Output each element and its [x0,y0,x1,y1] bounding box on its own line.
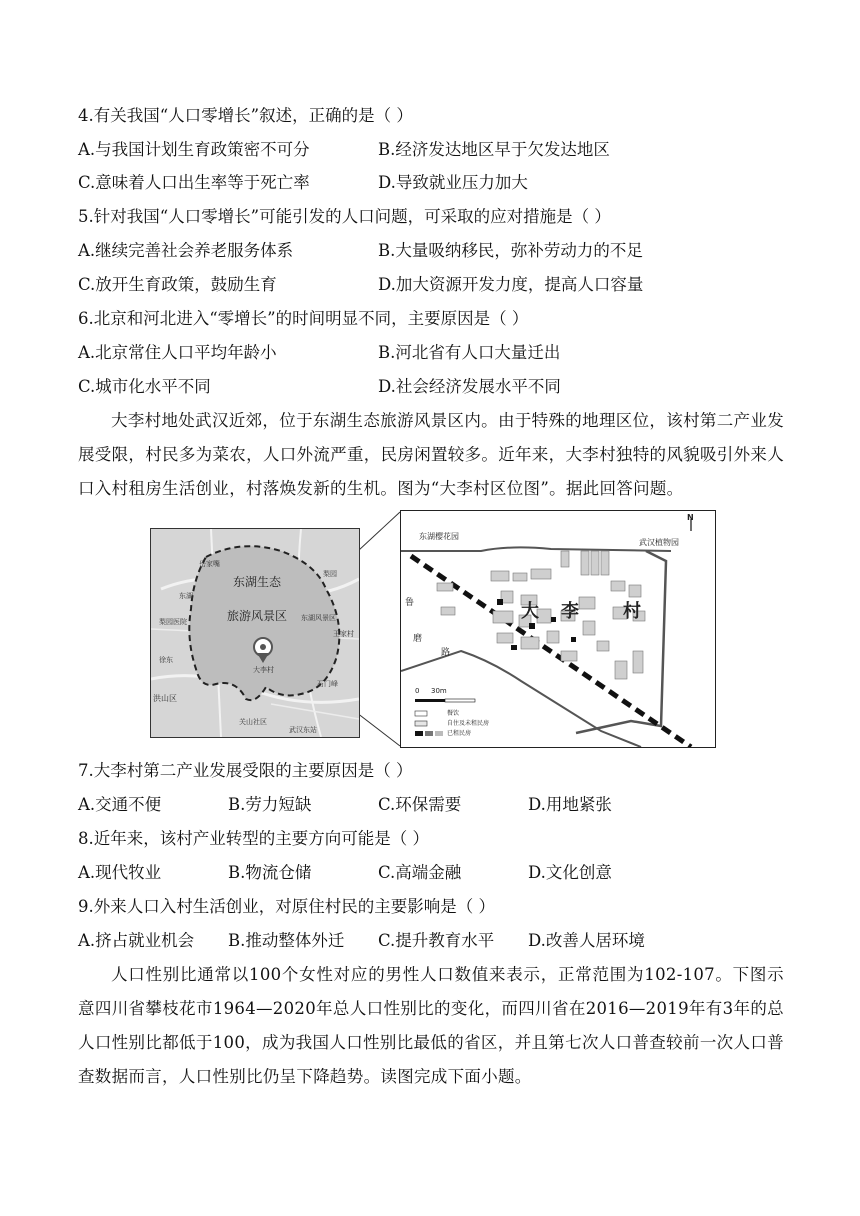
place-label: 石门峰 [317,680,338,688]
label-li: 李 [561,601,579,622]
pin-label: 大李村 [253,666,274,674]
q5-option-a: A.继续完善社会养老服务体系 [78,241,294,260]
question-7-stem: 7.大李村第二产业发展受限的主要原因是（ ） [78,761,413,780]
q4-option-c: C.意味着人口出生率等于死亡率 [78,173,310,192]
north-arrow-icon: N [687,513,694,522]
q8-option-b: B.物流仓储 [228,863,312,882]
place-label: 徐东 [159,656,173,664]
scale-30m: 30m [431,687,447,695]
legend-self-occupied: 自住及未租民房 [447,720,490,727]
place-label: 关山社区 [239,718,267,726]
q9-option-b: B.推动整体外迁 [228,931,345,950]
q9-option-c: C.提升教育水平 [378,931,495,950]
q9-option-a: A.挤占就业机会 [78,931,195,950]
place-label: 梨园 [323,570,337,578]
q8-option-c: C.高端金融 [378,863,462,882]
question-4-stem: 4.有关我国“人口零增长”叙述，正确的是（ ） [78,106,413,125]
overview-map-graphics [151,529,359,737]
dali-village-location-map [150,510,716,748]
legend-restaurant: 餐饮 [447,710,460,717]
road-label: 路 [441,648,451,658]
question-6-stem: 6.北京和河北进入“零增长”的时间明显不同，主要原因是（ ） [78,309,529,328]
legend-rented: 已租民房 [447,730,472,737]
label-cun: 村 [623,601,641,622]
label-da: 大 [521,601,539,622]
q8-option-a: A.现代牧业 [78,863,162,882]
q4-option-d: D.导致就业压力加大 [378,173,528,192]
q7-option-c: C.环保需要 [378,795,462,814]
q6-option-d: D.社会经济发展水平不同 [378,377,561,396]
detail-map [400,510,716,748]
q4-option-a: A.与我国计划生育政策密不可分 [78,140,310,159]
question-5-stem: 5.针对我国“人口零增长”可能引发的人口问题，可采取的应对措施是（ ） [78,207,611,226]
question-8-stem: 8.近年来，该村产业转型的主要方向可能是（ ） [78,829,429,848]
q4-option-b: B.经济发达地区早于欠发达地区 [378,140,610,159]
place-label: 岳家嘴 [199,560,220,568]
area-label-line1: 东湖生态 [233,575,282,589]
q5-option-d: D.加大资源开发力度，提高人口容量 [378,275,644,294]
q8-option-d: D.文化创意 [528,863,612,882]
passage-dali-village: 大李村地处武汉近郊，位于东湖生态旅游风景区内。由于特殊的地理区位，该村第二产业发展受限，村民多为菜农，人口外流严重，民房闲置较多。近年来，大李村独特的风貌吸引外来人口入村租房生活创业，村落焕发新的生机。图为“大李村区位图”。据此回答问题。 [78,411,784,498]
q5-option-c: C.放开生育政策，鼓励生育 [78,275,277,294]
q5-option-b: B.大量吸纳移民，弥补劳动力的不足 [378,241,643,260]
label-cherry-garden: 东湖樱花园 [419,532,459,541]
q7-option-a: A.交通不便 [78,795,162,814]
question-9-stem: 9.外来人口入村生活创业，对原住村民的主要影响是（ ） [78,897,495,916]
place-label: 洪山区 [153,694,177,703]
place-label: 梨园医院 [159,618,187,626]
q6-option-b: B.河北省有人口大量迁出 [378,343,561,362]
q6-option-c: C.城市化水平不同 [78,377,211,396]
scale-zero: 0 [415,687,420,695]
road-label: 磨 [413,634,423,644]
q6-option-a: A.北京常住人口平均年龄小 [78,343,277,362]
q7-option-d: D.用地紧张 [528,795,612,814]
place-label: 王家村 [333,630,354,638]
area-label-line2: 旅游风景区 [227,609,288,623]
q9-option-d: D.改善人居环境 [528,931,645,950]
place-label: 东湖风景区 [301,614,336,622]
passage-sex-ratio: 人口性别比通常以100个女性对应的男性人口数值来表示，正常范围为102-107。下图示意四川省攀枝花市1964—2020年总人口性别比的变化，而四川省在2016—2019年有3年的总人口性别比都低于100，成为我国人口性别比最低的省区，并且第七次人口普查较前一次人口普查数据而言，人口性别比仍呈下降趋势。读图完成下面小题。 [78,965,784,1086]
overview-map [150,528,360,738]
place-label: 武汉东站 [289,726,317,734]
place-label: 东湖 [179,592,193,600]
road-label: 鲁 [405,598,415,608]
label-botanic-garden: 武汉植物园 [639,538,679,547]
q7-option-b: B.劳力短缺 [228,795,312,814]
